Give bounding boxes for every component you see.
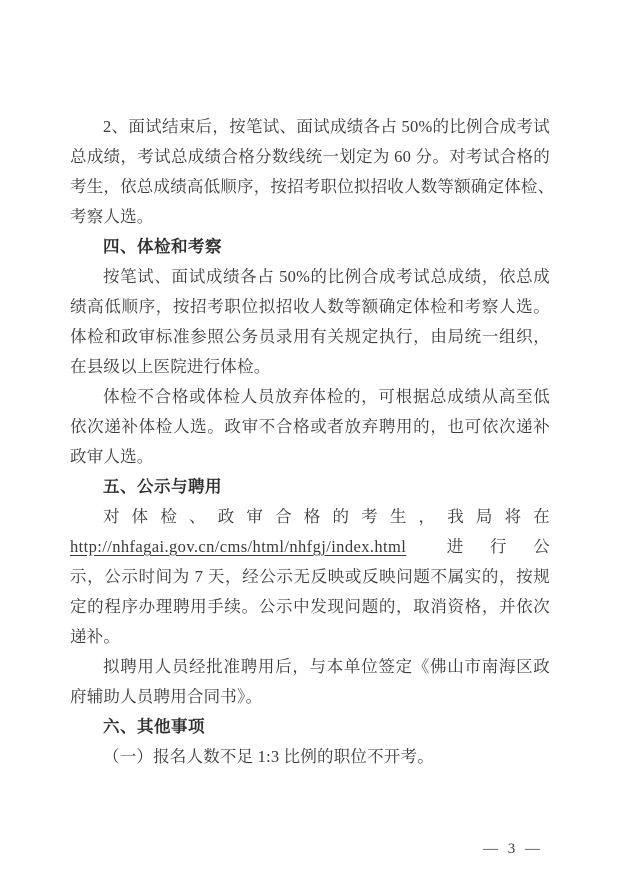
document-line: 体检和政审标准参照公务员录用有关规定执行，由局统一组织， xyxy=(70,327,550,346)
publicity-url-link[interactable]: http://nhfagai.gov.cn/cms/html/nhfgj/index.html xyxy=(70,537,407,556)
document-line: 考生，依总成绩高低顺序，按招考职位拟招收人数等额确定体检、 xyxy=(70,177,555,196)
document-line: 考察人选。 xyxy=(70,207,154,226)
document-line: 体检不合格或体检人员放弃体检的，可根据总成绩从高至低 xyxy=(103,387,550,406)
document-line: 政审人选。 xyxy=(70,447,154,466)
document-line: 示，公示时间为 7 天，经公示无反映或反映问题不属实的，按规 xyxy=(70,567,550,586)
document-line: 定的程序办理聘用手续。公示中发现问题的，取消资格，并依次 xyxy=(70,597,550,616)
document-line: （一）报名人数不足 1:3 比例的职位不开考。 xyxy=(103,747,434,766)
document-line: 总成绩，考试总成绩合格分数线统一划定为 60 分。对考试合格的 xyxy=(70,147,550,166)
document-line: 拟聘用人员经批准聘用后，与本单位签定《佛山市南海区政 xyxy=(103,657,550,676)
section-heading-other-matters: 六、其他事项 xyxy=(103,718,205,736)
document-line: 2、面试结束后，按笔试、面试成绩各占 50%的比例合成考试 xyxy=(103,117,550,136)
section-heading-publicity-employment: 五、公示与聘用 xyxy=(103,478,222,496)
document-line: 对体检、政审合格的考生，我局将在 xyxy=(103,507,550,526)
document-line: 递补。 xyxy=(70,627,121,646)
section-heading-physical-exam: 四、体检和考察 xyxy=(103,238,222,256)
page-number: — 3 — xyxy=(483,841,543,857)
document-line-with-url xyxy=(70,532,550,562)
document-line: 在县级以上医院进行体检。 xyxy=(70,357,271,376)
document-body xyxy=(70,112,555,772)
document-line: 府辅助人员聘用合同书》。 xyxy=(70,687,263,706)
document-line-text: 进行公 xyxy=(420,537,550,556)
document-line: 依次递补体检人选。政审不合格或者放弃聘用的，也可依次递补 xyxy=(70,417,550,436)
document-line: 绩高低顺序，按招考职位拟招收人数等额确定体检和考察人选。 xyxy=(70,297,550,316)
document-line: 按笔试、面试成绩各占 50%的比例合成考试总成绩，依总成 xyxy=(103,267,550,286)
